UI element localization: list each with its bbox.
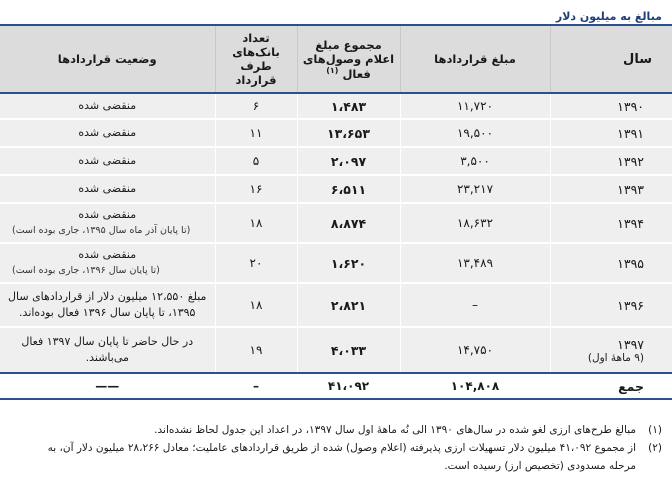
cell-banks-count: ۵ (215, 147, 297, 175)
table-row (0, 327, 672, 373)
cell-status (0, 175, 215, 203)
cell-status (0, 119, 215, 147)
cell-year (550, 243, 672, 283)
cell-year (550, 175, 672, 203)
cell-year (550, 203, 672, 243)
cell-contracts-amount: ۳,۵۰۰ (400, 147, 550, 175)
table-row (0, 283, 672, 327)
table-row (0, 203, 672, 243)
cell-status (0, 327, 215, 373)
footnote-2-text: از مجموع ۴۱،۰۹۲ میلیون دلار تسهیلات ارزی پذیرفته (اعلام وصول) شده از طریق قراردادهای عاملیت؛ معادل ۲۸،۲۶۶ میلیون دلار آن، به مرحله مسدودی (تخصیص ارز) رسیده است. (47, 442, 636, 472)
cell-announced-total: ۶،۵۱۱ (297, 175, 400, 203)
cell-announced-total: ۴،۰۳۳ (297, 327, 400, 373)
header-footnote-ref: (۱) (326, 65, 339, 75)
header-banks-count: تعداد بانک‌های طرف قرارداد (215, 25, 297, 93)
status-label: منقضی شده (78, 248, 137, 261)
cell-contracts-amount: ۱۱,۷۲۰ (400, 93, 550, 119)
footnotes (28, 421, 662, 475)
year-label: ۱۳۹۴ (617, 215, 644, 231)
table-row (0, 119, 672, 147)
cell-contracts-amount: ۱۹,۵۰۰ (400, 119, 550, 147)
footnote-2-number: (۲) (648, 442, 662, 454)
status-label: منقضی شده (78, 126, 137, 139)
cell-contracts-amount: – (400, 283, 550, 327)
status-label: منقضی شده (78, 208, 137, 221)
year-label: ۱۳۹۶ (617, 297, 644, 313)
unit-caption: مبالغ به میلیون دلار (555, 10, 662, 23)
cell-year (550, 327, 672, 373)
year-label: ۱۳۹۰ (617, 98, 644, 114)
year-label: ۱۳۹۷ (617, 336, 644, 352)
cell-year (550, 93, 672, 119)
footnote-1-text: مبالغ طرح‌های ارزی لغو شده در سال‌های ۱۳۹۰ الی نُه ماهۀ اول سال ۱۳۹۷، در اعداد این جدول لحاظ نشده‌اند. (154, 424, 636, 436)
table-row (0, 147, 672, 175)
header-year: سال (550, 25, 672, 93)
cell-announced-total: ۱،۶۲۰ (297, 243, 400, 283)
cell-year (550, 283, 672, 327)
cell-contracts-amount: ۱۸,۶۳۲ (400, 203, 550, 243)
year-label: ۱۳۹۵ (617, 255, 644, 271)
cell-announced-total: ۲،۰۹۷ (297, 147, 400, 175)
year-label: ۱۳۹۱ (617, 125, 644, 141)
total-label: جمع (550, 373, 672, 399)
footnote-1 (28, 421, 662, 439)
cell-year (550, 147, 672, 175)
cell-status (0, 93, 215, 119)
year-sublabel: (۹ ماهۀ اول) (587, 351, 644, 364)
table-row (0, 93, 672, 119)
cell-banks-count: ۶ (215, 93, 297, 119)
contracts-table (0, 24, 672, 400)
cell-announced-total: ۱۳،۶۵۳ (297, 119, 400, 147)
year-label: ۱۳۹۳ (617, 181, 644, 197)
cell-announced-total: ۸،۸۷۴ (297, 203, 400, 243)
status-note: (تا پایان سال ۱۳۹۶، جاری بوده است) (12, 265, 160, 276)
cell-year (550, 119, 672, 147)
status-label: منقضی شده (78, 154, 137, 167)
header-status: وضعیت قراردادها (0, 25, 215, 93)
total-contracts-amount: ۱۰۴,۸۰۸ (400, 373, 550, 399)
cell-contracts-amount: ۱۳,۴۸۹ (400, 243, 550, 283)
total-banks: – (215, 373, 297, 399)
footnote-1-number: (۱) (648, 424, 662, 436)
cell-status (0, 147, 215, 175)
cell-announced-total: ۱،۴۸۳ (297, 93, 400, 119)
cell-announced-total: ۲،۸۲۱ (297, 283, 400, 327)
cell-banks-count: ۱۸ (215, 203, 297, 243)
cell-banks-count: ۲۰ (215, 243, 297, 283)
header-announced-total (297, 25, 400, 93)
cell-status (0, 203, 215, 243)
table-row (0, 175, 672, 203)
cell-contracts-amount: ۱۴,۷۵۰ (400, 327, 550, 373)
table-row (0, 243, 672, 283)
year-label: ۱۳۹۲ (617, 153, 644, 169)
status-label: منقضی شده (78, 182, 137, 195)
cell-banks-count: ۱۱ (215, 119, 297, 147)
cell-banks-count: ۱۶ (215, 175, 297, 203)
footnote-2 (28, 439, 662, 475)
total-status: —— (0, 373, 215, 399)
cell-banks-count: ۱۸ (215, 283, 297, 327)
header-announced-total-label: مجموع مبلغ اعلام وصول‌های فعال (302, 37, 395, 81)
table-header-row (0, 25, 672, 93)
cell-banks-count: ۱۹ (215, 327, 297, 373)
header-contracts-amount: مبلغ قراردادها (400, 25, 550, 93)
cell-contracts-amount: ۲۳,۲۱۷ (400, 175, 550, 203)
cell-status (0, 283, 215, 327)
total-row (0, 373, 672, 399)
cell-status (0, 243, 215, 283)
status-label: مبلغ ۱۲،۵۵۰ میلیون دلار از قراردادهای سال ۱۳۹۵، تا پایان سال ۱۳۹۶ فعال بوده‌اند. (8, 290, 207, 319)
status-note: (تا پایان آذر ماه سال ۱۳۹۵، جاری بوده است) (12, 225, 191, 236)
status-label: منقضی شده (78, 99, 137, 112)
status-label: در حال حاضر تا پایان سال ۱۳۹۷ فعال می‌باشند. (21, 335, 194, 364)
total-announced: ۴۱،۰۹۲ (297, 373, 400, 399)
